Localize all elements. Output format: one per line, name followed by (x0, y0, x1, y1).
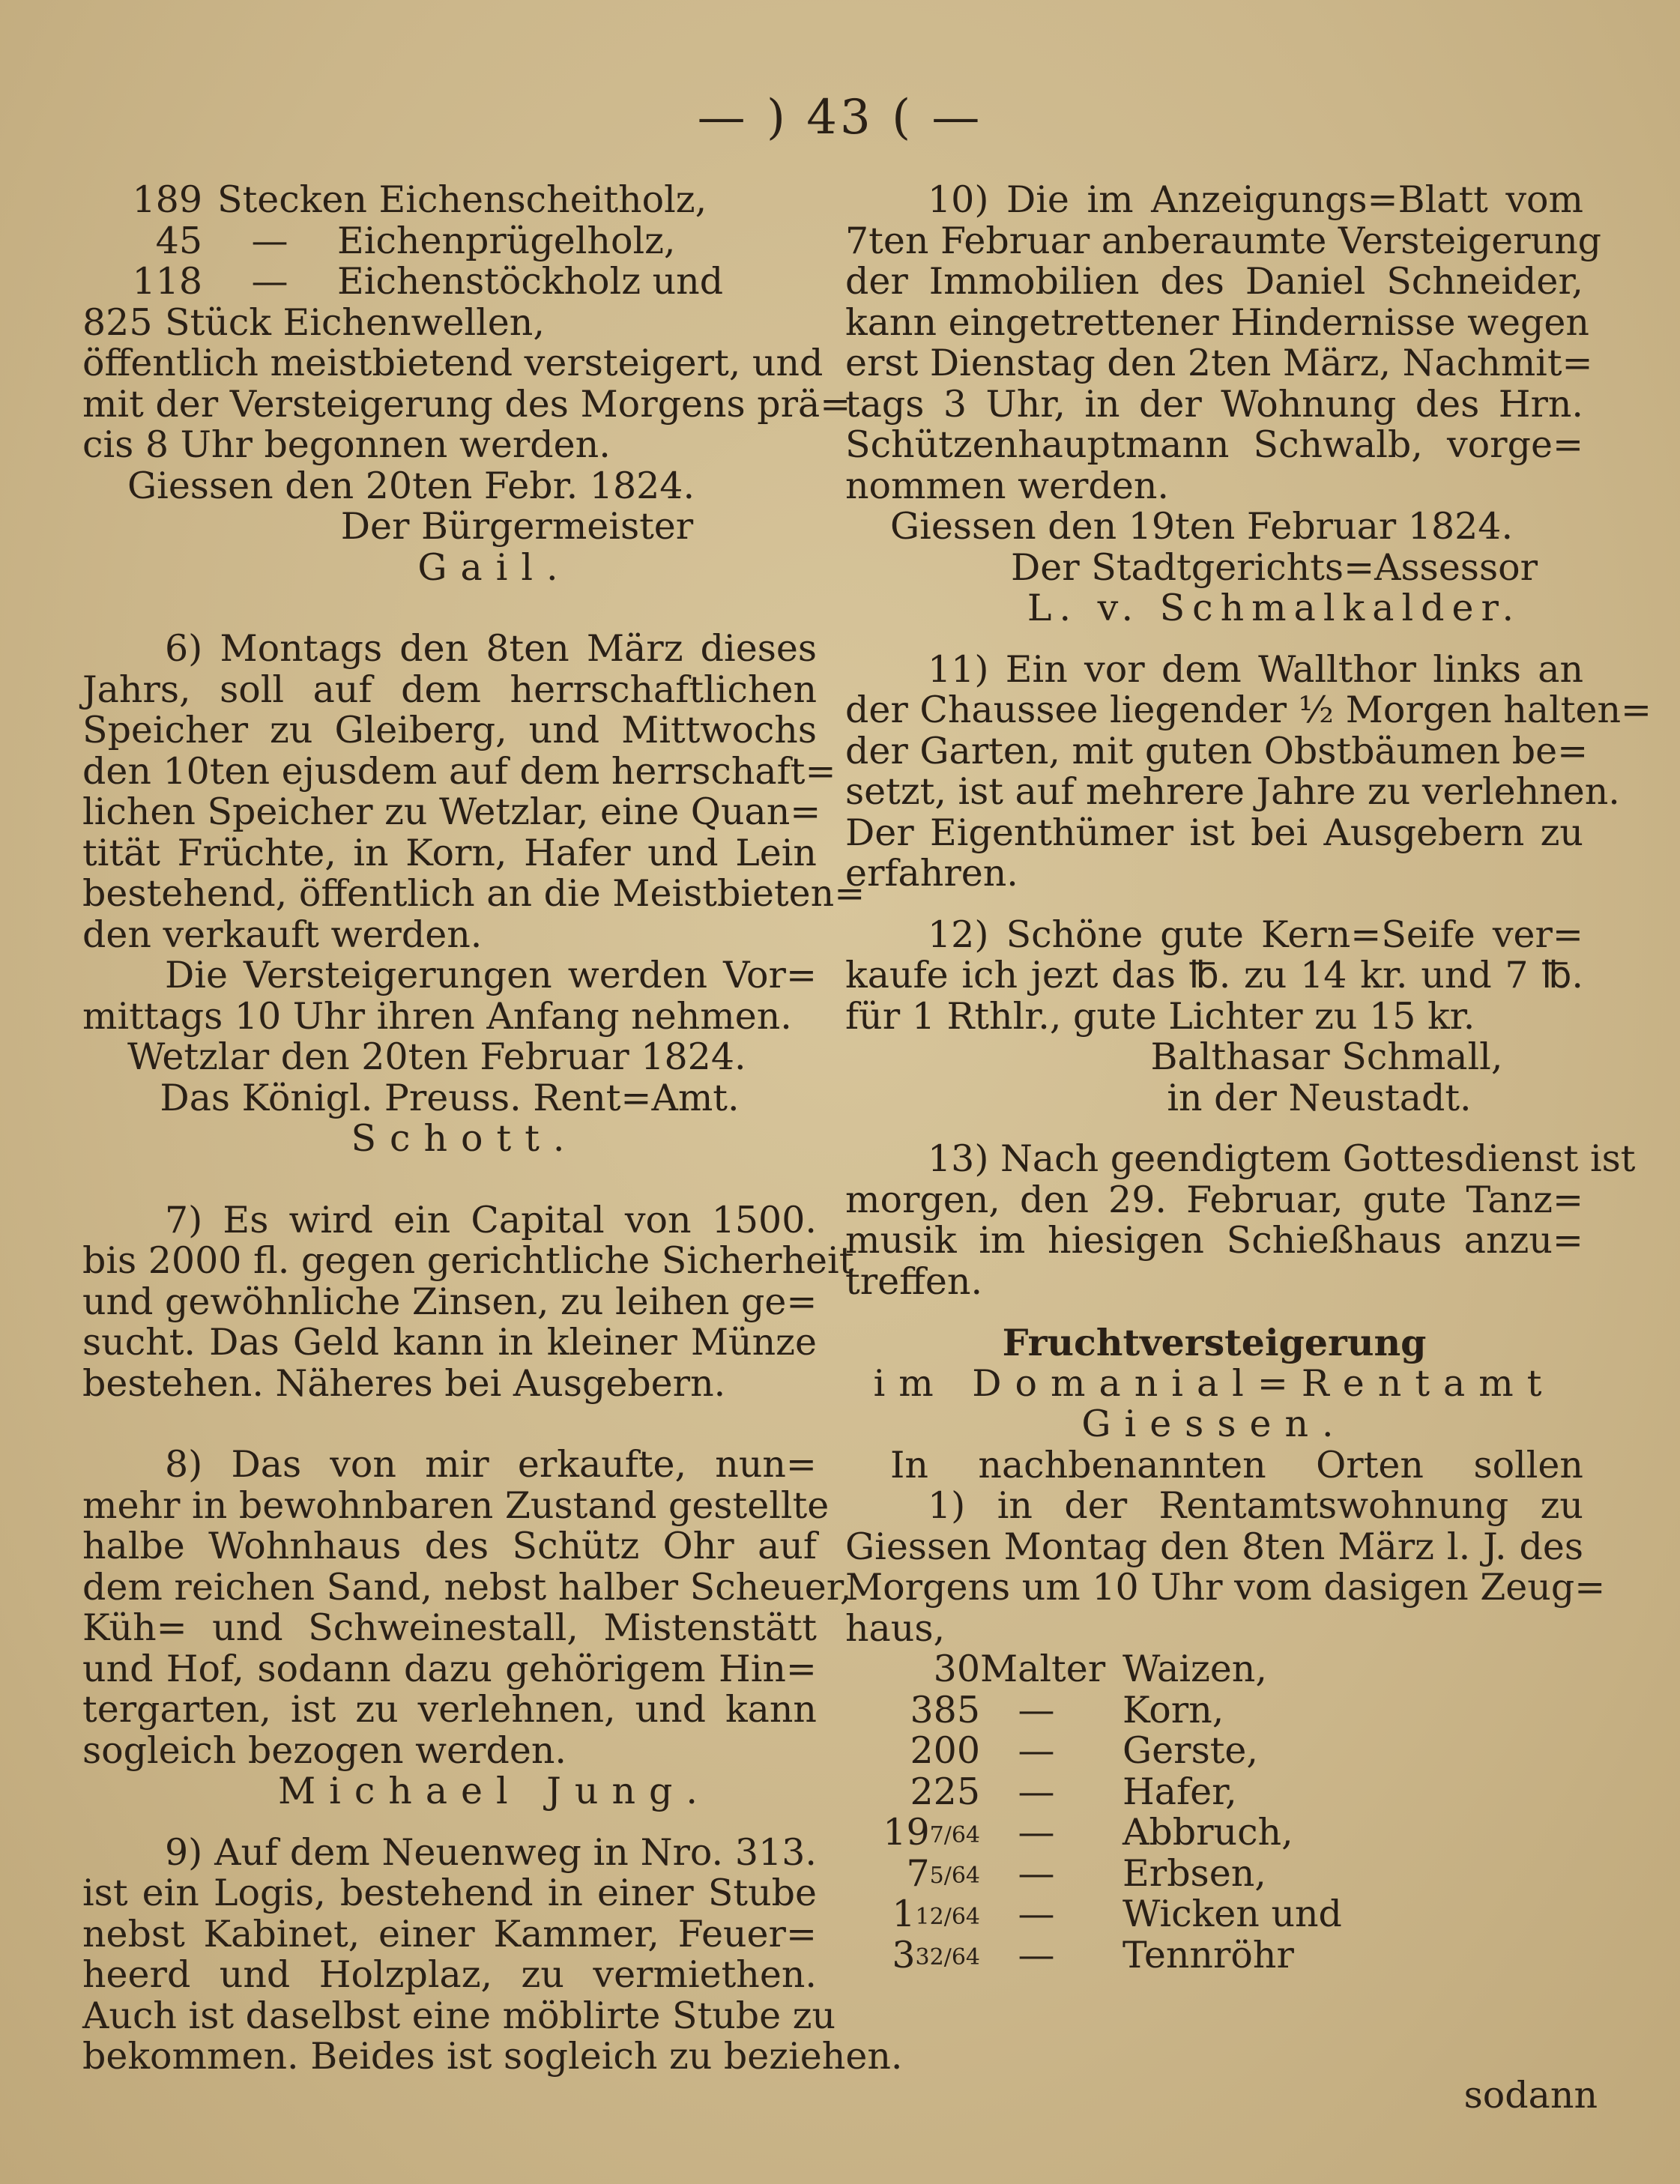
text-line: heerd und Holzplaz, zu vermiethen. (82, 1953, 817, 1996)
text-line: der Chaussee liegender ½ Morgen halten= (845, 689, 1652, 731)
list-item-amount (845, 1851, 980, 1895)
list-item-dash: — (251, 260, 288, 303)
auction-place: Giessen. (1081, 1403, 1347, 1445)
list-item (845, 1894, 1583, 1935)
text-line: sucht. Das Geld kann in kleiner Münze (82, 1321, 817, 1364)
list-item (845, 1772, 1583, 1813)
notice-13 (845, 1137, 1636, 1303)
notice-7 (82, 1198, 854, 1405)
list-item-amount (845, 1772, 980, 1813)
amount-whole: 7 (906, 1851, 930, 1895)
list-item-label: Tennröhr (1122, 1933, 1294, 1976)
auction-heading: Fruchtversteigerung (1002, 1321, 1427, 1364)
text-line: In nachbenannten Orten sollen (890, 1443, 1583, 1486)
notice-10-signature-title: Der Stadtgerichts=Assessor (1010, 545, 1538, 589)
text-line: tags 3 Uhr, in der Wohnung des Hrn. (845, 382, 1583, 426)
list-item-unit: — (1018, 1688, 1055, 1731)
text-line: bestehen. Näheres bei Ausgebern. (82, 1361, 726, 1405)
text-line: nommen werden. (845, 464, 1169, 507)
notice-6-signature-office: Das Königl. Preuss. Rent=Amt. (160, 1076, 740, 1119)
list-item-amount (845, 1731, 980, 1772)
text-line: den verkauft werden. (82, 913, 483, 956)
list-item-amount: 118 (132, 260, 202, 303)
list-item-amount: 825 (82, 300, 153, 344)
wood-list (82, 180, 817, 343)
list-item-label: Gerste, (1122, 1729, 1258, 1772)
list-item-label: Eichenstöckholz und (337, 260, 724, 303)
list-item-unit: — (1018, 1811, 1055, 1854)
list-item-label: Eichenprügelholz, (337, 219, 676, 262)
text-line: Küh= und Schweinestall, Mistenstätt (82, 1606, 817, 1649)
notice-12 (845, 915, 1583, 1038)
text-line: erst Dienstag den 2ten März, Nachmit= (845, 342, 1593, 384)
amount-whole: 3 (892, 1933, 916, 1976)
text-line: für 1 Rthlr., gute Lichter zu 15 kr. (845, 994, 1475, 1038)
text-line: kaufe ich jezt das ℔. zu 14 kr. und 7 ℔. (845, 954, 1583, 996)
amount-whole: 30 (933, 1648, 980, 1690)
text-line: treffen. (845, 1259, 983, 1303)
text-line: der Garten, mit guten Obstbäumen be= (845, 729, 1589, 772)
text-line: mittags 10 Uhr ihren Anfang nehmen. (82, 994, 792, 1038)
text-line: musik im hiesigen Schießhaus anzu= (845, 1219, 1583, 1262)
list-item-label: Abbruch, (1122, 1811, 1293, 1854)
list-item (845, 1731, 1583, 1772)
page-number: — ) 43 ( — (697, 90, 983, 145)
text-line: Giessen Montag den 8ten März l. J. des (845, 1525, 1583, 1568)
text-line: 11) Ein vor dem Wallthor links an (928, 647, 1583, 691)
list-item-label: Hafer, (1122, 1770, 1237, 1813)
grain-list (845, 1649, 1583, 1976)
text-line: nebst Kabinet, einer Kammer, Feuer= (82, 1912, 817, 1955)
amount-whole: 225 (910, 1770, 980, 1813)
text-line: 7) Es wird ein Capital von 1500. (165, 1198, 817, 1241)
list-item (845, 1851, 1583, 1895)
text-line: 6) Montags den 8ten März dieses (165, 627, 817, 670)
list-item-unit: — (1018, 1770, 1055, 1813)
text-line: lichen Speicher zu Wetzlar, eine Quan= (82, 790, 821, 833)
list-item-dash: — (251, 219, 288, 262)
amount-whole: 1 (892, 1893, 916, 1935)
amount-fraction: 32/64 (915, 1944, 980, 1970)
notice-5-signature-title: Der Bürgermeister (340, 505, 694, 548)
text-line: 10) Die im Anzeigungs=Blatt vom (928, 178, 1583, 221)
list-item (845, 1649, 1583, 1690)
text-line: morgen, den 29. Februar, gute Tanz= (845, 1178, 1583, 1221)
list-item-unit: Malter (980, 1648, 1106, 1690)
notice-6-schedule (82, 955, 817, 1037)
text-line: 1) in der Rentamtswohnung zu (928, 1484, 1583, 1527)
text-line: bekommen. Beides ist sogleich zu beziehen. (82, 2035, 903, 2078)
text-line: Jahrs, soll auf dem herrschaftlichen (82, 668, 817, 711)
text-line: setzt, ist auf mehrere Jahre zu verlehnen. (845, 770, 1620, 813)
list-item-amount: 45 (155, 219, 202, 262)
text-line: und gewöhnliche Zinsen, zu leihen ge= (82, 1280, 818, 1323)
list-item-amount (845, 1690, 980, 1731)
text-line: Speicher zu Gleiberg, und Mittwochs (82, 709, 817, 751)
notice-5 (82, 342, 851, 466)
list-item-label: Erbsen, (1122, 1851, 1266, 1895)
list-item-label: Wicken und (1122, 1893, 1342, 1935)
text-line: 8) Das von mir erkaufte, nun= (165, 1443, 817, 1486)
list-item-label: Stück Eichenwellen, (165, 300, 545, 344)
notice-12-signature-name: Balthasar Schmall, (1150, 1035, 1503, 1078)
text-line: mehr in bewohnbaren Zustand gestellte (82, 1483, 830, 1527)
text-line: Auch ist daselbst eine möblirte Stube zu (82, 1994, 836, 2037)
text-line: tergarten, ist zu verlehnen, und kann (82, 1688, 817, 1731)
text-line: den 10ten ejusdem auf dem herrschaft= (82, 749, 836, 793)
left-column (82, 178, 903, 2078)
text-line: dem reichen Sand, nebst halber Scheuer, (82, 1565, 852, 1609)
list-item (82, 261, 817, 303)
list-item (845, 1935, 1583, 1976)
list-item-unit: — (1018, 1851, 1055, 1895)
text-line: 7ten Februar anberaumte Versteigerung (845, 219, 1602, 262)
notice-10 (845, 178, 1602, 507)
text-line: 9) Auf dem Neuenweg in Nro. 313. (165, 1830, 817, 1874)
text-line: und Hof, sodann dazu gehörigem Hin= (82, 1647, 817, 1690)
list-item-unit: — (1018, 1933, 1055, 1976)
list-item (845, 1690, 1583, 1731)
text-line: bis 2000 fl. gegen gerichtliche Sicherheit (82, 1239, 854, 1282)
notice-11 (845, 647, 1652, 895)
text-line: Schützenhauptmann Schwalb, vorge= (845, 423, 1583, 466)
list-item-unit: — (1018, 1893, 1055, 1935)
list-item (82, 300, 817, 344)
text-line: öffentlich meistbietend versteigert, und (82, 342, 824, 384)
list-item (82, 180, 817, 221)
amount-fraction: 7/64 (929, 1821, 980, 1848)
list-item (845, 1812, 1583, 1854)
text-line: halbe Wohnhaus des Schütz Ohr auf (82, 1525, 817, 1567)
list-item-label: Waizen, (1122, 1648, 1267, 1690)
amount-whole: 200 (910, 1729, 980, 1772)
text-line: der Immobilien des Daniel Schneider, (845, 260, 1583, 303)
text-line: sogleich bezogen werden. (82, 1728, 566, 1772)
notice-5-date: Giessen den 20ten Febr. 1824. (127, 464, 695, 507)
right-column (845, 178, 1652, 1976)
list-item-amount (845, 1935, 980, 1976)
notice-6 (82, 627, 865, 956)
list-item-amount (845, 1649, 980, 1690)
text-line: ist ein Logis, bestehend in einer Stube (82, 1872, 817, 1914)
text-line: kann eingetrettener Hindernisse wegen (845, 300, 1589, 344)
text-line: mit der Versteigerung des Morgens prä= (82, 382, 851, 426)
list-item-amount (845, 1812, 980, 1854)
amount-fraction: 12/64 (915, 1903, 980, 1930)
text-line: Der Eigenthümer ist bei Ausgebern zu (845, 811, 1583, 854)
notice-8 (82, 1443, 852, 1772)
notice-6-signature-name: Schott. (351, 1117, 578, 1160)
amount-whole: 19 (883, 1811, 930, 1854)
text-line: tität Früchte, in Korn, Hafer und Lein (82, 831, 817, 874)
notice-10-date: Giessen den 19ten Februar 1824. (890, 505, 1514, 548)
notice-8-signature: Michael Jung. (277, 1770, 711, 1812)
text-line: haus, (845, 1606, 946, 1650)
text-line: 13) Nach geendigtem Gottesdienst ist (928, 1137, 1636, 1180)
amount-whole: 385 (910, 1688, 980, 1731)
amount-fraction: 5/64 (929, 1863, 980, 1889)
list-item (82, 221, 817, 262)
auction-text (845, 1443, 1606, 1650)
text-line: erfahren. (845, 852, 1018, 895)
list-item-unit: — (1018, 1729, 1055, 1772)
catchword: sodann (1463, 2074, 1598, 2117)
notice-10-signature-name: L. v. Schmalkalder. (1027, 587, 1522, 629)
text-line: bestehend, öffentlich an die Meistbieten= (82, 872, 865, 915)
text-line: Morgens um 10 Uhr vom dasigen Zeug= (845, 1566, 1606, 1609)
auction-subheading: im Domanial=Rentamt (873, 1361, 1556, 1405)
notice-9 (82, 1830, 903, 2078)
list-item-label: Korn, (1122, 1688, 1224, 1731)
text-line: Die Versteigerungen werden Vor= (165, 954, 817, 996)
list-item-label: Stecken Eichenscheitholz, (217, 178, 707, 221)
list-item-amount: 189 (132, 178, 202, 221)
text-line: cis 8 Uhr begonnen werden. (82, 423, 611, 466)
notice-6-date: Wetzlar den 20ten Februar 1824. (127, 1035, 746, 1078)
list-item-amount (845, 1894, 980, 1935)
notice-12-signature-place: in der Neustadt. (1167, 1076, 1472, 1119)
notice-5-signature-name: Gail. (417, 545, 572, 589)
text-line: 12) Schöne gute Kern=Seife ver= (928, 913, 1583, 956)
